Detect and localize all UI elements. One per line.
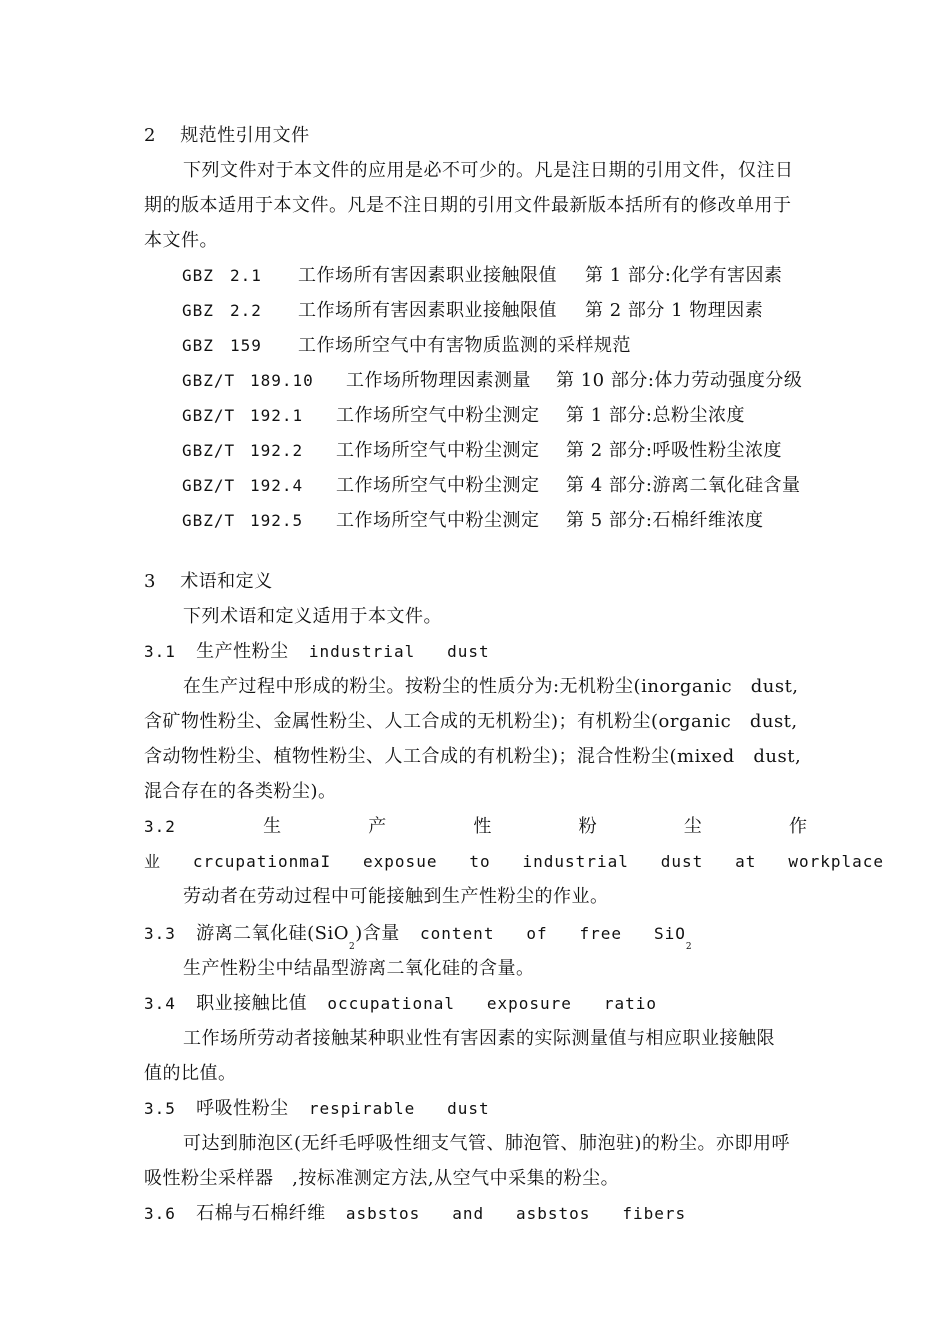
paragraph-line: 工作场所劳动者接触某种职业性有害因素的实际测量值与相应职业接触限 [183, 1028, 775, 1049]
reference-title: 工作场所有害因素职业接触限值 [298, 265, 557, 286]
paragraph-line: 下列文件对于本文件的应用是必不可少的。凡是注日期的引用文件，仅注日 [183, 160, 794, 181]
paragraph-line: 期的版本适用于本文件。凡是不注日期的引用文件最新版本括所有的修改单用于 [144, 195, 792, 216]
reference-part: 第 1 部分:总粉尘浓度 [566, 405, 745, 426]
reference-number: 192.2 [250, 441, 304, 460]
reference-item [182, 264, 783, 288]
reference-item [182, 404, 745, 428]
reference-part: 第 5 部分:石棉纤维浓度 [566, 510, 764, 531]
term-en: industrial dust [308, 642, 490, 661]
subscript: 2 [349, 942, 356, 952]
paragraph-line: 下列术语和定义适用于本文件。 [183, 606, 442, 627]
paragraph-line: 可达到肺泡区(无纤毛呼吸性细支气管、肺泡管、肺泡驻)的粉尘。亦即用呼 [183, 1133, 791, 1154]
term-number: 3.1 [144, 642, 176, 661]
term-char: 尘 [683, 816, 702, 837]
term-number: 3.5 [144, 1099, 176, 1118]
reference-code: GBZ/T [182, 511, 236, 530]
reference-title: 工作场所空气中粉尘测定 [336, 405, 540, 426]
term-zh: 呼吸性粉尘 [196, 1098, 289, 1119]
reference-number: 2.1 [230, 266, 262, 285]
reference-number: 192.1 [250, 406, 304, 425]
reference-part: 第 2 部分:呼吸性粉尘浓度 [566, 440, 782, 461]
reference-code: GBZ/T [182, 371, 236, 390]
term-en: occupational exposure ratio [327, 994, 657, 1013]
term-3-1-heading [144, 640, 490, 664]
reference-number: 159 [230, 336, 262, 355]
reference-item [182, 299, 764, 323]
reference-title: 工作场所物理因素测量 [346, 370, 531, 391]
reference-part: 第 2 部分 1 物理因素 [585, 300, 764, 321]
paragraph-line: 本文件。 [144, 230, 218, 251]
paragraph-line: 吸性粉尘采样器 ,按标准测定方法,从空气中采集的粉尘。 [144, 1168, 620, 1189]
term-en: asbstos and asbstos fibers [345, 1204, 687, 1223]
reference-title: 工作场所空气中粉尘测定 [336, 475, 540, 496]
reference-code: GBZ [182, 266, 214, 285]
subscript: 2 [685, 942, 693, 952]
term-3-5-heading [144, 1097, 490, 1121]
term-char: 产 [368, 816, 387, 837]
reference-title: 工作场所空气中粉尘测定 [336, 440, 540, 461]
section-title: 规范性引用文件 [180, 125, 310, 146]
reference-number: 2.2 [230, 301, 262, 320]
reference-number: 192.4 [250, 476, 304, 495]
term-char: 性 [473, 816, 492, 837]
paragraph-line: 值的比值。 [144, 1063, 237, 1084]
reference-part: 第 10 部分:体力劳动强度分级 [556, 370, 803, 391]
reference-title: 工作场所有害因素职业接触限值 [298, 300, 557, 321]
reference-number: 192.5 [250, 511, 304, 530]
term-number: 3.4 [144, 994, 176, 1013]
reference-part: 第 4 部分:游离二氧化硅含量 [566, 475, 801, 496]
term-char: 生 [263, 816, 282, 837]
term-char: 作 [788, 816, 807, 837]
paragraph-line: 含矿物性粉尘、金属性粉尘、人工合成的无机粉尘)；有机粉尘(organic dust, [144, 711, 798, 732]
reference-item [182, 369, 803, 393]
reference-code: GBZ [182, 336, 214, 355]
paragraph-line: 混合存在的各类粉尘)。 [144, 781, 337, 802]
reference-code: GBZ/T [182, 406, 236, 425]
term-3-2-heading [144, 815, 807, 839]
reference-part: 第 1 部分:化学有害因素 [585, 265, 783, 286]
paragraph-line: 劳动者在劳动过程中可能接触到生产性粉尘的作业。 [183, 886, 609, 907]
term-zh: 石棉与石棉纤维 [196, 1203, 326, 1224]
reference-item [182, 509, 764, 533]
term-zh: 游离二氧化硅(SiO$_2$)含量 [196, 923, 400, 952]
term-zh: 职业接触比值 [196, 993, 308, 1014]
reference-code: GBZ [182, 301, 214, 320]
section-number: 2 [144, 125, 156, 146]
section-number: 3 [144, 571, 156, 592]
paragraph-line: 在生产过程中形成的粉尘。按粉尘的性质分为:无机粉尘(inorganic dust, [183, 676, 799, 697]
reference-title: 工作场所空气中有害物质监测的采样规范 [298, 335, 631, 356]
term-number: 3.6 [144, 1204, 176, 1223]
reference-item [182, 474, 801, 498]
term-zh: 生产性粉尘 [196, 641, 289, 662]
reference-number: 189.10 [250, 371, 314, 390]
section-2-heading [144, 124, 310, 148]
section-title: 术语和定义 [180, 571, 273, 592]
paragraph-line: 含动物性粉尘、植物性粉尘、人工合成的有机粉尘)；混合性粉尘(mixed dust, [144, 746, 802, 767]
term-3-3-heading [144, 922, 692, 959]
reference-item [182, 334, 631, 358]
reference-code: GBZ/T [182, 476, 236, 495]
reference-item [182, 439, 782, 463]
section-3-heading [144, 570, 273, 594]
term-en: 业 crcupationmaI exposue to industrial dust at workplace [144, 852, 885, 871]
term-char: 粉 [578, 816, 597, 837]
term-3-6-heading [144, 1202, 686, 1226]
term-en: content of free SiO [420, 924, 686, 943]
term-3-4-heading [144, 992, 657, 1016]
term-number: 3.2 [144, 817, 176, 836]
term-number: 3.3 [144, 924, 176, 943]
reference-title: 工作场所空气中粉尘测定 [336, 510, 540, 531]
reference-code: GBZ/T [182, 441, 236, 460]
paragraph-line: 生产性粉尘中结晶型游离二氧化硅的含量。 [183, 958, 535, 979]
term-en: respirable dust [308, 1099, 490, 1118]
